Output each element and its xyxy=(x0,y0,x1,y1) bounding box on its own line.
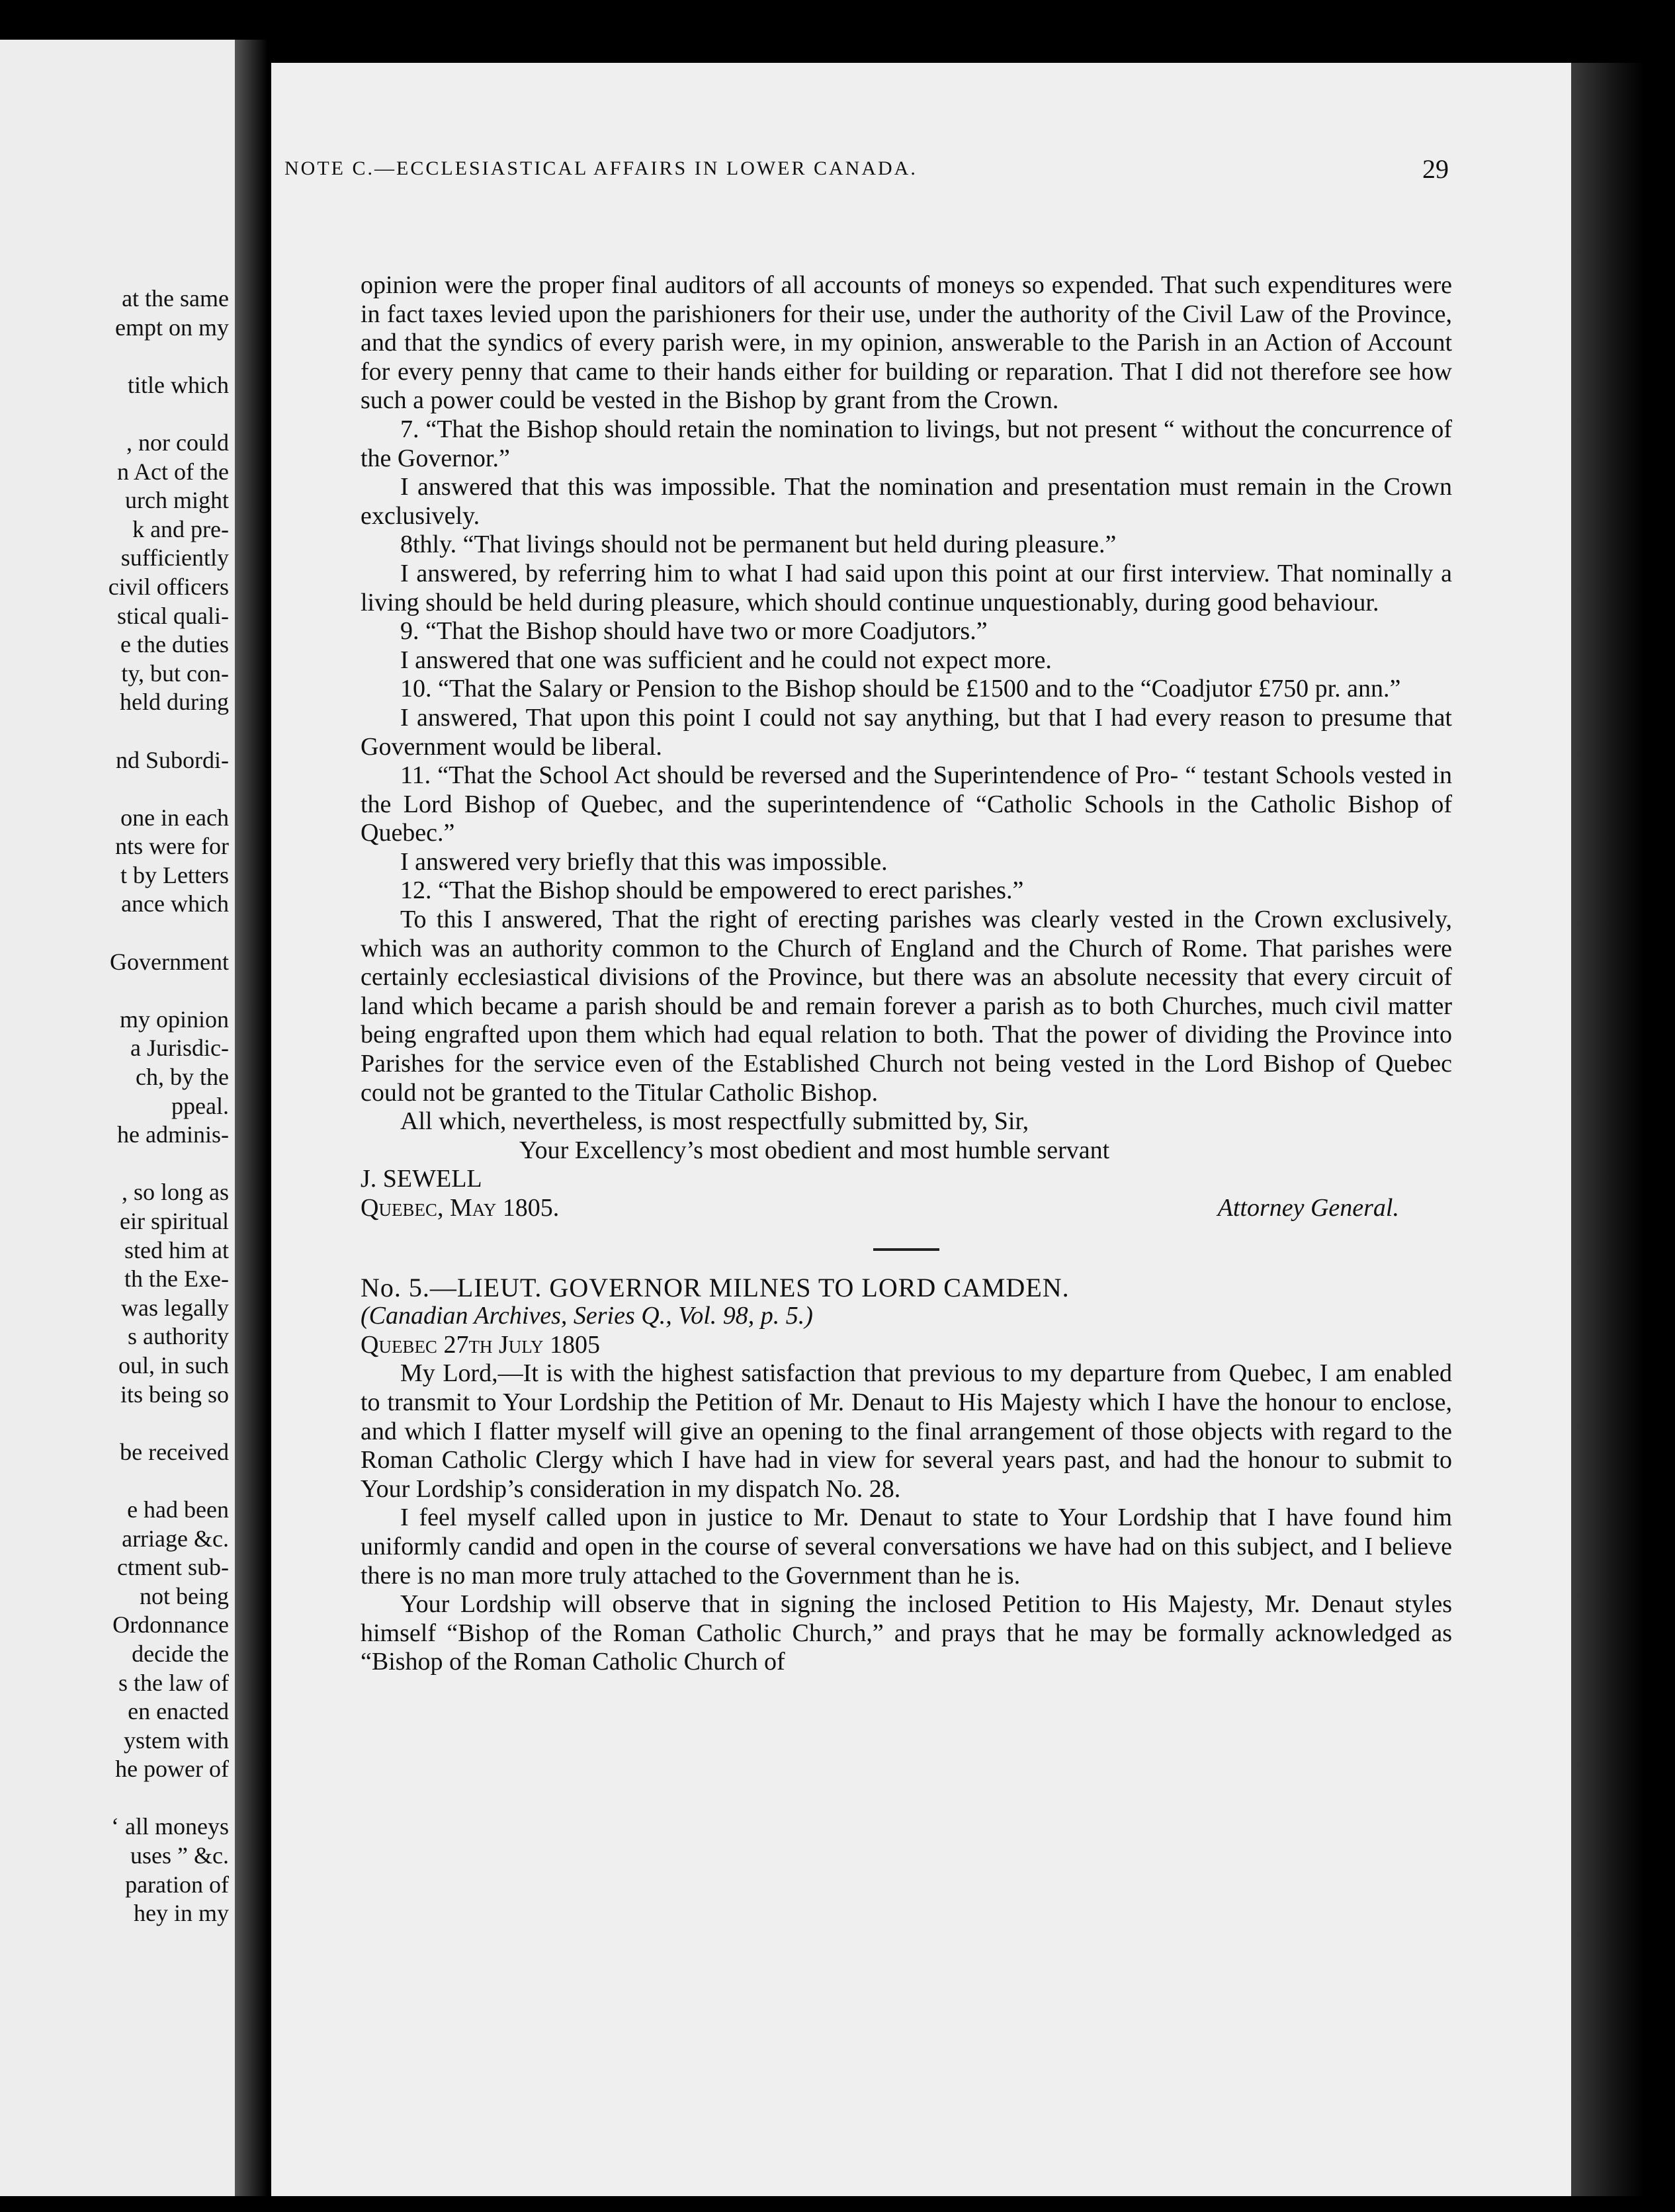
left-page-line: ance which xyxy=(121,890,229,917)
left-page-line: arriage &c. xyxy=(122,1525,229,1552)
left-facing-page xyxy=(0,40,238,2196)
left-page-line: be received xyxy=(120,1438,229,1465)
left-page-line: ctment sub- xyxy=(117,1554,229,1581)
salutation: Your Excellency’s most obedient and most humble servant xyxy=(519,1136,1110,1164)
paragraph: I answered very briefly that this was impossible. xyxy=(400,847,888,876)
left-page-line: decide the xyxy=(132,1640,229,1667)
left-page-line xyxy=(4,342,229,371)
signature: J. SEWELL xyxy=(361,1165,482,1193)
left-page-line: ty, but con- xyxy=(121,659,229,687)
left-page-line xyxy=(4,1409,229,1438)
left-page-line xyxy=(4,717,229,746)
left-page-line: at the same xyxy=(122,285,229,312)
paragraph: To this I answered, That the right of erecting parishes was clearly vested in the Crown exclusively, which was an authority common to the Church of England and the Church of Rome. That parishes were certainly ecclesiastical divisions of the Province, but there was an absolute necessity that every circuit of land which became a parish should be and remain forever a parish as to both Churches, much civil matter being engrafted upon them which had equal relation to both. That the power of dividing the Province into Parishes for the service even of the Established Church not being vested in the Lord Bishop of Quebec could not be granted to the Titular Catholic Bishop. xyxy=(361,906,1452,1107)
left-page-line: sted him at xyxy=(124,1236,229,1263)
paragraph: I feel myself called upon in justice to Mr. Denaut to state to Your Lordship that I have found him uniformly candid and open in the course of several conversations we have had on this subject, and I believe there is no man more truly attached to the Government than he is. xyxy=(361,1504,1452,1590)
left-page-line: ‘ all moneys xyxy=(111,1813,229,1840)
left-page-line: ppeal. xyxy=(171,1092,229,1119)
left-page-line: , nor could xyxy=(126,429,229,456)
left-page-line: my opinion xyxy=(119,1005,229,1033)
left-page-text xyxy=(4,284,229,1928)
left-page-line: empt on my xyxy=(115,314,229,341)
paragraph: I answered, by referring him to what I had said upon this point at our first interview. That nominally a living should be held during pleasure, which should continue unquestionably, during good behaviour. xyxy=(361,559,1452,617)
paragraph: My Lord,—It is with the highest satisfaction that previous to my departure from Quebec, I am enabled to transmit to Your Lordship the Petition of Mr. Denaut to His Majesty which I have the honour to enclose, and which I flatter myself will give an opening to the final arrangement of those objects with regard to the Roman Catholic Clergy which I have had in view for several years past, and had the honour to submit to Your Lordship’s consideration in my dispatch No. 28. xyxy=(361,1359,1452,1503)
left-page-line: nts were for xyxy=(115,833,229,860)
running-head: NOTE C.—ECCLESIASTICAL AFFAIRS IN LOWER CANADA. xyxy=(284,157,918,179)
left-page-line: t by Letters xyxy=(120,861,229,888)
left-page-line: ystem with xyxy=(124,1726,229,1754)
left-page-line: eir spiritual xyxy=(120,1208,229,1234)
left-page-line xyxy=(4,1467,229,1496)
paragraph: All which, nevertheless, is most respectfully submitted by, Sir, xyxy=(400,1107,1029,1136)
left-page-line xyxy=(4,919,229,948)
letter-source: (Canadian Archives, Series Q., Vol. 98, p. 5.) xyxy=(361,1302,813,1330)
paragraph: opinion were the proper final auditors of all accounts of moneys so expended. That such expenditures were in fact taxes levied upon the parishioners for their use, under the authority of the Civil Law of the Province, and that the syndics of every parish were, in my opinion, answerable to the Parish in an Action of Account for every penny that came to their hands either for building or reparation. That I did not therefore see how such a power could be vested in the Bishop by grant from the Crown. xyxy=(361,271,1452,415)
left-page-line: its being so xyxy=(120,1381,229,1408)
signature-row xyxy=(361,1194,1452,1223)
left-page-line: uses ” &c. xyxy=(130,1842,229,1869)
left-page-line: s authority xyxy=(128,1323,229,1350)
left-page-line xyxy=(4,400,229,429)
left-page-line: urch might xyxy=(125,487,229,514)
left-page-line: th the Exe- xyxy=(124,1265,229,1293)
left-page-line: ch, by the xyxy=(136,1064,229,1091)
left-page-line: held during xyxy=(120,689,229,716)
paragraph: 8thly. “That livings should not be permanent but held during pleasure.” xyxy=(400,531,1117,559)
left-page-line xyxy=(4,775,229,804)
left-page-line: e had been xyxy=(127,1496,229,1523)
left-page-line: stical quali- xyxy=(117,602,229,629)
left-page-line: not being xyxy=(140,1582,229,1609)
paragraph: I answered, That upon this point I could not say anything, but that I had every reason to presume that Government would be liberal. xyxy=(361,703,1452,761)
left-page-line: e the duties xyxy=(120,631,229,658)
left-page-line: Government xyxy=(110,948,229,975)
left-page-line: he adminis- xyxy=(117,1121,229,1148)
left-page-line: he power of xyxy=(115,1756,229,1783)
paragraph: 11. “That the School Act should be reversed and the Superintendence of Pro- “ testant Schools vested in the Lord Bishop of Quebec, and the superintendence of “Catholic Schools in the Catholic Bishop of Quebec.” xyxy=(361,761,1452,847)
letter-dateline: Quebec 27th July 1805 xyxy=(361,1330,601,1359)
paragraph: 7. “That the Bishop should retain the nomination to livings, but not present “ without the concurrence of the Governor.” xyxy=(361,415,1452,472)
left-page-line: civil officers xyxy=(108,573,229,600)
left-page-line: hey in my xyxy=(134,1900,229,1927)
paragraph: 9. “That the Bishop should have two or more Coadjutors.” xyxy=(400,617,988,646)
left-page-line: , so long as xyxy=(122,1179,229,1206)
left-page-line xyxy=(4,1784,229,1813)
left-page-line: n Act of the xyxy=(117,458,229,485)
page-edge xyxy=(1571,63,1644,2196)
left-page-line: s the law of xyxy=(118,1669,229,1696)
page-gutter xyxy=(235,40,268,2196)
place-date: Quebec, May 1805. xyxy=(361,1194,560,1222)
left-page-line: title which xyxy=(128,371,229,398)
letter-heading: No. 5.—LIEUT. GOVERNOR MILNES TO LORD CAMDEN. xyxy=(361,1272,1070,1302)
left-page-line: nd Subordi- xyxy=(116,746,229,773)
left-page-line: k and pre- xyxy=(132,515,229,542)
left-page-line: was legally xyxy=(121,1294,229,1321)
left-page-line: paration of xyxy=(125,1871,229,1898)
left-page-line: Ordonnance xyxy=(112,1611,229,1638)
left-page-line: sufficiently xyxy=(120,544,229,572)
paragraph: 10. “That the Salary or Pension to the Bishop should be £1500 and to the “Coadjutor £750 pr. ann.” xyxy=(400,675,1401,703)
paragraph: I answered that one was sufficient and he could not expect more. xyxy=(400,646,1052,674)
left-page-line: en enacted xyxy=(128,1698,229,1725)
left-page-line xyxy=(4,1150,229,1179)
paragraph: Your Lordship will observe that in signing the inclosed Petition to His Majesty, Mr. Denaut styles himself “Bishop of the Roman Catholic Church,” and prays that he may be formally acknowledged as “Bishop of the Roman Catholic Church of xyxy=(361,1590,1452,1676)
paragraph: I answered that this was impossible. That the nomination and presentation must remain in the Crown exclusively. xyxy=(361,473,1452,530)
section-rule xyxy=(873,1248,939,1251)
office-title: Attorney General. xyxy=(1217,1194,1399,1222)
left-page-line: a Jurisdic- xyxy=(130,1035,229,1062)
paragraph: 12. “That the Bishop should be empowered to erect parishes.” xyxy=(400,876,1024,905)
left-page-line: oul, in such xyxy=(118,1351,229,1379)
page-number: 29 xyxy=(1422,154,1449,184)
left-page-line xyxy=(4,976,229,1005)
document-body xyxy=(361,271,1452,1677)
left-page-line: one in each xyxy=(120,804,229,831)
